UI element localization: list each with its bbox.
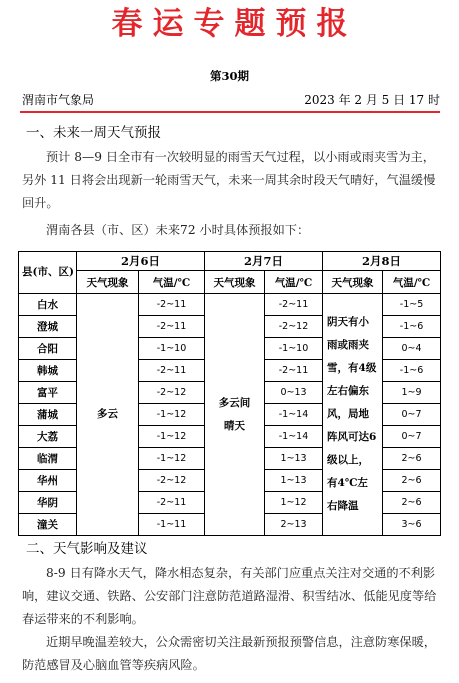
day3-temperature: -1~5 <box>383 294 441 316</box>
county-header-cell: 县(市、区) <box>19 252 77 294</box>
issue-number: 第30期 <box>209 69 249 83</box>
section2-heading: 二、天气影响及建议 <box>26 541 148 557</box>
day3-temperature: 0~7 <box>383 426 441 448</box>
day1-temperature: -1~10 <box>139 338 205 360</box>
county-name: 华阴 <box>19 492 77 514</box>
day1-temperature: -1~12 <box>139 426 205 448</box>
phenomenon-header: 天气现象 <box>323 271 383 294</box>
county-name: 富平 <box>19 382 77 404</box>
day-header: 2月7日 <box>205 252 323 271</box>
forecast-table <box>18 251 441 536</box>
day1-temperature: -2~12 <box>139 470 205 492</box>
document-title: 春运专题预报 <box>111 6 358 42</box>
day1-temperature: -1~11 <box>139 514 205 536</box>
day3-temperature: 2~6 <box>383 492 441 514</box>
county-name: 蒲城 <box>19 404 77 426</box>
day1-temperature: -1~12 <box>139 404 205 426</box>
county-name: 华州 <box>19 470 77 492</box>
section1-heading: 一、未来一周天气预报 <box>26 125 161 141</box>
agency-name: 渭南市气象局 <box>22 93 95 107</box>
issue-date: 2023 年 2 月 5 日 17 时 <box>304 93 440 107</box>
temperature-header: 气温/℃ <box>265 271 323 294</box>
day3-weather-cell: 阴天有小雨或雨夹雪，有4级左右偏东风，局地阵风可达6级以上，有4℃左右降温 <box>323 294 383 536</box>
day-header: 2月6日 <box>77 252 205 271</box>
county-name: 潼关 <box>19 514 77 536</box>
county-name: 白水 <box>19 294 77 316</box>
county-name: 澄城 <box>19 316 77 338</box>
county-name: 大荔 <box>19 426 77 448</box>
phenomenon-header: 天气现象 <box>205 271 265 294</box>
day2-temperature: -2~11 <box>265 360 323 382</box>
forecast-table-body <box>19 294 441 536</box>
day2-temperature: 1~13 <box>265 448 323 470</box>
day2-weather-cell: 多云间晴天 <box>205 294 265 536</box>
table-row <box>19 294 441 316</box>
red-divider <box>20 111 440 113</box>
day2-temperature: 1~13 <box>265 470 323 492</box>
day3-temperature: 0~7 <box>383 404 441 426</box>
day3-temperature: -1~6 <box>383 360 441 382</box>
day-header: 2月8日 <box>323 252 441 271</box>
day1-temperature: -2~11 <box>139 360 205 382</box>
section2-para2: 近期早晚温差较大，公众需密切关注最新预报预警信息，注意防寒保暖，防范感冒及心脑血管等疾病风险。 <box>22 635 436 672</box>
day2-temperature: 1~12 <box>265 492 323 514</box>
day2-temperature: -1~10 <box>265 338 323 360</box>
day2-temperature: -1~14 <box>265 426 323 448</box>
day3-temperature: 2~6 <box>383 448 441 470</box>
county-name: 韩城 <box>19 360 77 382</box>
temperature-header: 气温/℃ <box>383 271 441 294</box>
day2-temperature: -2~12 <box>265 316 323 338</box>
temperature-header: 气温/℃ <box>139 271 205 294</box>
day1-temperature: -2~11 <box>139 316 205 338</box>
county-name: 临渭 <box>19 448 77 470</box>
day3-temperature: 1~9 <box>383 382 441 404</box>
day1-temperature: -2~11 <box>139 492 205 514</box>
day1-temperature: -1~12 <box>139 448 205 470</box>
day2-temperature: -2~11 <box>265 294 323 316</box>
day3-temperature: -1~6 <box>383 316 441 338</box>
day1-temperature: -2~12 <box>139 382 205 404</box>
phenomenon-header: 天气现象 <box>77 271 139 294</box>
day2-temperature: 0~13 <box>265 382 323 404</box>
day3-temperature: 2~6 <box>383 470 441 492</box>
day3-temperature: 3~6 <box>383 514 441 536</box>
section1-para1: 预计 8—9 日全市有一次较明显的雨雪天气过程，以小雨或雨夹雪为主，另外 11 日将会出现新一轮雨雪天气，未来一周其余时段天气晴好，气温缓慢回升。 <box>22 150 436 210</box>
day2-temperature: -1~14 <box>265 404 323 426</box>
section2-para1: 8-9 日有降水天气，降水相态复杂，有关部门应重点关注对交通的不利影响，建议交通、铁路、公安部门注意防范道路湿滑、积雪结冰、低能见度等给春运带来的不利影响。 <box>22 566 437 626</box>
day1-weather-cell: 多云 <box>77 294 139 536</box>
day3-temperature: 0~4 <box>383 338 441 360</box>
day1-temperature: -2~11 <box>139 294 205 316</box>
county-name: 合阳 <box>19 338 77 360</box>
section1-para2: 渭南各县（市、区）未来72 小时具体预报如下： <box>46 223 310 237</box>
day2-temperature: 2~13 <box>265 514 323 536</box>
